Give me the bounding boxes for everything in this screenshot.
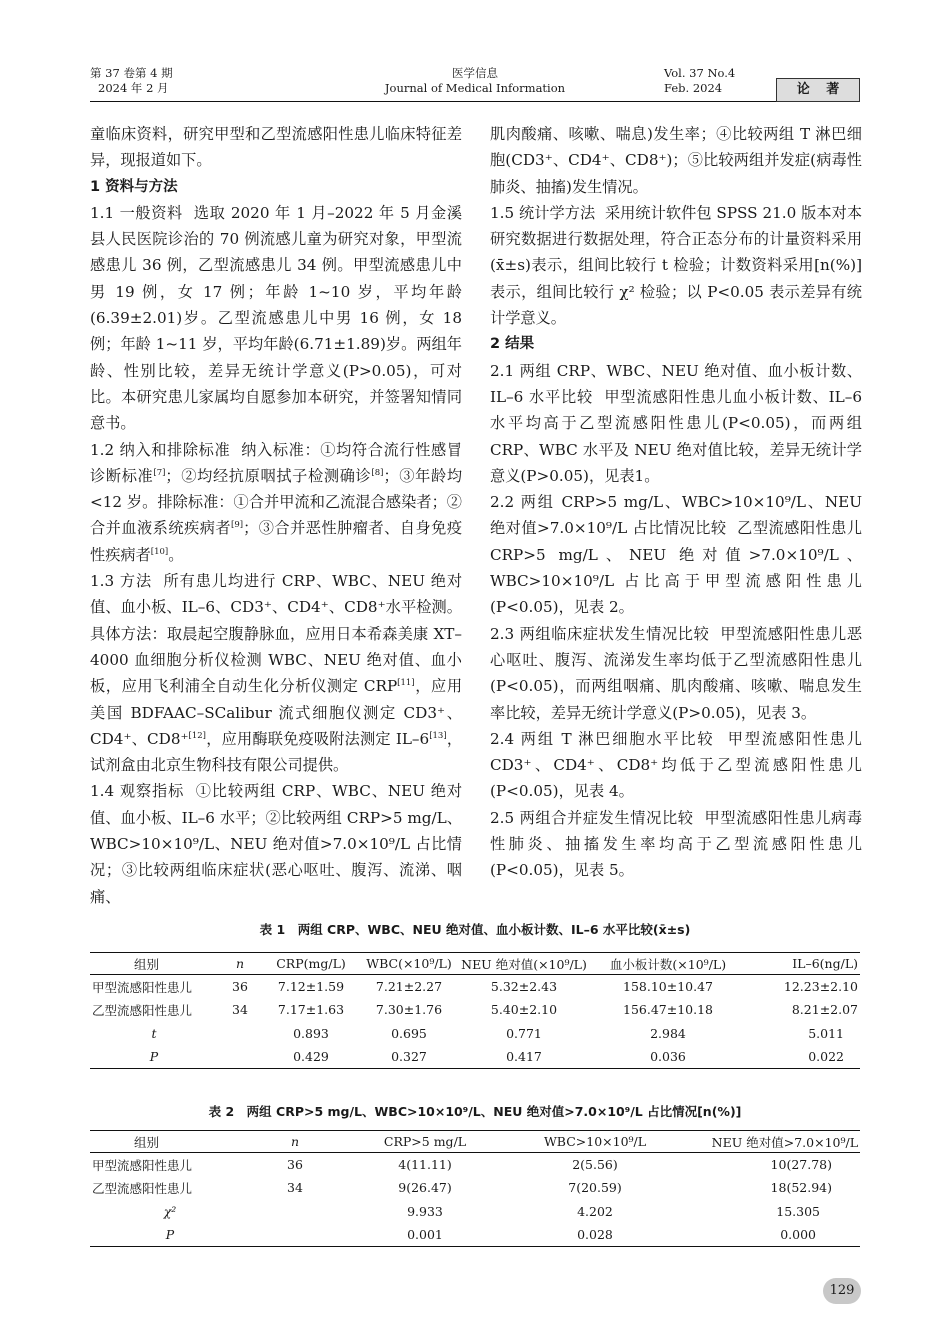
header-center — [90, 66, 860, 96]
paragraph: 1.2 纳入和排除标准 纳入标准：①均符合流行性感冒诊断标准[7]；②均经抗原咽拭子检测确诊[8]；③年龄均<12 岁。排除标准：①合并甲流和乙流混合感染者；②合并血液系统疾病者[9]；③合并恶性肿瘤者、自身免疫性疾病者[10]。 — [90, 440, 463, 564]
table-row: 乙型流感阳性患儿 34 9(26.47) 7(20.59) 18(52.94) — [92, 1180, 832, 1196]
column-header: n — [218, 953, 262, 975]
paragraph: 2.1 两组 CRP、WBC、NEU 绝对值、血小板计数、IL–6 水平比较 甲型流感阳性患儿血小板计数、IL–6 水平均高于乙型流感阳性患儿(P<0.05)，而两组 CRP、WBC 水平及 NEU 绝对值比较，差异无统计学意义(P>0.05)，见表1。 — [490, 361, 863, 485]
table-row: χ² 9.933 4.202 15.305 — [163, 1203, 820, 1219]
column-header: n — [250, 1131, 340, 1153]
table-header-row — [90, 1131, 860, 1153]
section-heading: 2 结果 — [490, 336, 535, 353]
paragraph: 1.4 观察指标 ①比较两组 CRP、WBC、NEU 绝对值、血小板、IL–6 水平；②比较两组 CRP>5 mg/L、WBC>10×10⁹/L、NEU 绝对值>7.0×10⁹/L 占比情况；③比较两组临床症状(恶心呕吐、腹泻、流涕、咽痛、 — [90, 782, 463, 906]
column-header: 组别 — [90, 953, 218, 975]
column-header: 组别 — [90, 1131, 250, 1153]
citation: [9] — [231, 520, 244, 531]
column-header: CRP(mg/L) — [262, 953, 360, 975]
header-rule — [90, 101, 776, 102]
table1 — [90, 952, 860, 1069]
citation: [10] — [150, 546, 169, 557]
citation: [12] — [188, 730, 206, 741]
vol-no-en: Vol. 37 No.4 — [664, 66, 736, 80]
paragraph: 1.5 统计学方法 采用统计软件包 SPSS 21.0 版本对本研究数据进行数据处理，符合正态分布的计量资料采用(x̄±s)表示，组间比较行 t 检验；计数资料采用[n(%)]表示，组间比较行 χ² 检验；以 P<0.05 表示差异有统计学意义。 — [490, 203, 863, 328]
running-header — [90, 66, 860, 102]
header-right — [664, 66, 735, 96]
column-header: IL–6(ng/L) — [746, 953, 860, 975]
paragraph: 2.3 两组临床症状发生情况比较 甲型流感阳性患儿恶心呕吐、腹泻、流涕发生率均低于乙型流感阳性患儿(P<0.05)，而两组咽痛、肌肉酸痛、咳嗽、喘息发生率比较，差异无统计学意义(P>0.05)，见表 3。 — [490, 624, 863, 722]
citation: [13] — [429, 730, 447, 741]
column-header: WBC(×10⁹/L) — [360, 953, 458, 975]
left-column — [90, 121, 462, 910]
citation: [8] — [371, 467, 384, 478]
table2 — [90, 1130, 860, 1247]
column-header: NEU 绝对值(×10⁹/L) — [458, 953, 590, 975]
table-header-row — [90, 953, 860, 975]
citation: [11] — [397, 678, 415, 689]
issue-date: 2024 年 2 月 — [98, 81, 169, 95]
table2-caption: 表 2 两组 CRP>5 mg/L、WBC>10×10⁹/L、NEU 绝对值>7.0×10⁹/L 占比情况[n(%)] — [208, 1104, 742, 1119]
paragraph: 2.4 两组 T 淋巴细胞水平比较 甲型流感阳性患儿 CD3⁺、CD4⁺、CD8⁺均低于乙型流感阳性患儿 (P<0.05)，见表 4。 — [490, 729, 862, 801]
table-row: P 0.001 0.028 0.000 — [90, 1223, 860, 1247]
section-heading: 1 资料与方法 — [90, 178, 178, 195]
page-number: 129 — [823, 1278, 861, 1304]
table1-caption: 表 1 两组 CRP、WBC、NEU 绝对值、血小板计数、IL–6 水平比较(x̄±s) — [259, 922, 691, 937]
paragraph: 1.3 方法 所有患儿均进行 CRP、WBC、NEU 绝对值、血小板、IL–6、CD3⁺、CD4⁺、CD8⁺水平检测。具体方法：取晨起空腹静脉血，应用日本希森美康 XT–4000 血细胞分析仪检测 WBC、NEU 绝对值、血小板，应用飞利浦全自动生化分析仪测定 CRP[11]，应用美国 BDFAAC–SCalibur 流式细胞仪测定 CD3⁺、CD4⁺、CD8⁺[12]，应用酶联免疫吸附法测定 IL–6[13]，试剂盒由北京生物科技有限公司提供。 — [90, 572, 463, 775]
column-header: WBC>10×10⁹/L — [510, 1131, 680, 1153]
date-en: Feb. 2024 — [664, 81, 723, 95]
column-header: NEU 绝对值>7.0×10⁹/L — [680, 1131, 860, 1153]
table-row: t 0.893 0.695 0.771 2.984 5.011 — [151, 1025, 844, 1041]
right-column — [490, 121, 862, 884]
table-row: 乙型流感阳性患儿 34 7.17±1.63 7.30±1.76 5.40±2.10 156.47±10.18 8.21±2.07 — [92, 1002, 858, 1018]
table-row: 甲型流感阳性患儿 36 4(11.11) 2(5.56) 10(27.78) — [92, 1157, 832, 1173]
section-badge: 论 著 — [776, 78, 860, 102]
paragraph: 2.2 两组 CRP>5 mg/L、WBC>10×10⁹/L、NEU 绝对值>7.0×10⁹/L 占比情况比较 乙型流感阳性患儿 CRP>5 mg/L、NEU 绝对值>7.0×10⁹/L、WBC>10×10⁹/L 占比高于甲型流感阳性患儿(P<0.05)，见表 2。 — [490, 493, 863, 617]
volume-issue: 第 37 卷第 4 期 — [90, 66, 173, 80]
citation: [7] — [153, 467, 166, 478]
journal-name-en: Journal of Medical Information — [384, 81, 566, 95]
table-row: 甲型流感阳性患儿 36 7.12±1.59 7.21±2.27 5.32±2.43 158.10±10.47 12.23±2.10 — [92, 979, 858, 995]
paragraph: 肌肉酸痛、咳嗽、喘息)发生率；④比较两组 T 淋巴细胞(CD3⁺、CD4⁺、CD8⁺)；⑤比较两组并发症(病毒性肺炎、抽搐)发生情况。 — [490, 125, 862, 196]
column-header: CRP>5 mg/L — [340, 1131, 510, 1153]
column-header: 血小板计数(×10⁹/L) — [590, 953, 746, 975]
paragraph: 2.5 两组合并症发生情况比较 甲型流感阳性患儿病毒性肺炎、抽搐发生率均高于乙型流感阳性患儿(P<0.05)，见表 5。 — [490, 808, 863, 880]
journal-name-cn: 医学信息 — [452, 66, 498, 80]
table-row: P 0.429 0.327 0.417 0.036 0.022 — [90, 1045, 860, 1069]
paragraph: 1.1 一般资料 选取 2020 年 1 月–2022 年 5 月金溪县人民医院诊治的 70 例流感儿童为研究对象，甲型流感患儿 36 例，乙型流感患儿 34 例。甲型流感患儿中男 19 例，女 17 例；年龄 1~10 岁，平均年龄(6.39±2.01)岁。乙型流感患儿中男 16 例，女 18 例；年龄 1~11 岁，平均年龄(6.71±1.89)岁。两组年龄、性别比较，差异无统计学意义(P>0.05)，可对比。本研究患儿家属均自愿参加本研究，并签署知情同意书。 — [90, 203, 463, 433]
paragraph: 童临床资料，研究甲型和乙型流感阳性患儿临床特征差异，现报道如下。 — [90, 125, 462, 170]
